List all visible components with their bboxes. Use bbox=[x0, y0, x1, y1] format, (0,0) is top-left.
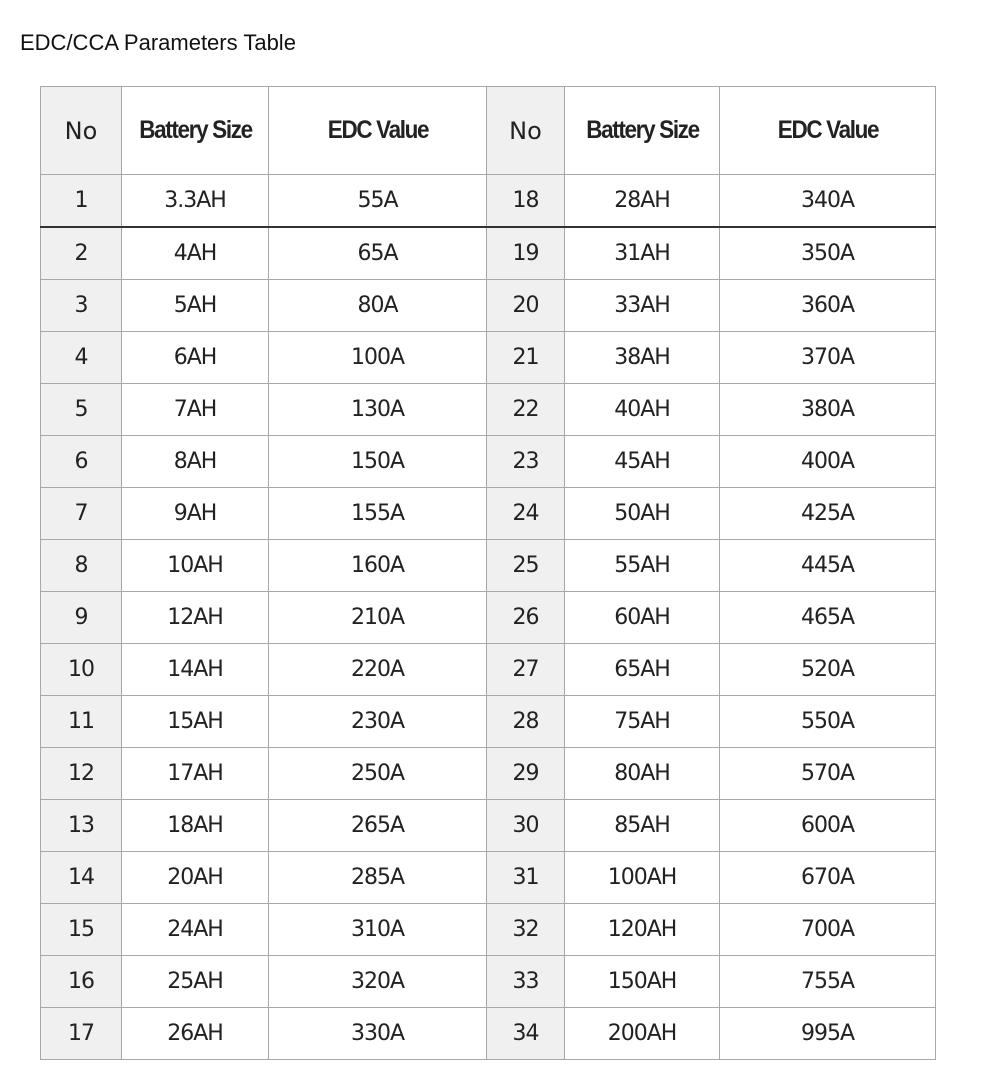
table-row bbox=[41, 280, 936, 332]
battery-size-cell: 15AH bbox=[122, 696, 269, 748]
edc-value-cell: 230A bbox=[269, 696, 487, 748]
no-cell: 11 bbox=[41, 696, 122, 748]
edc-value-cell: 425A bbox=[720, 488, 936, 540]
battery-size-cell: 8AH bbox=[122, 436, 269, 488]
edc-value-cell: 520A bbox=[720, 644, 936, 696]
battery-size-cell: 17AH bbox=[122, 748, 269, 800]
edc-value-cell: 220A bbox=[269, 644, 487, 696]
no-cell: 32 bbox=[487, 904, 565, 956]
no-cell: 21 bbox=[487, 332, 565, 384]
edc-value-cell: 360A bbox=[720, 280, 936, 332]
table-row bbox=[41, 227, 936, 280]
battery-size-cell: 4AH bbox=[122, 227, 269, 280]
edc-value-cell: 310A bbox=[269, 904, 487, 956]
no-cell: 20 bbox=[487, 280, 565, 332]
edc-value-cell: 445A bbox=[720, 540, 936, 592]
no-cell: 5 bbox=[41, 384, 122, 436]
battery-size-cell: 25AH bbox=[122, 956, 269, 1008]
edc-value-cell: 465A bbox=[720, 592, 936, 644]
no-cell: 4 bbox=[41, 332, 122, 384]
edc-value-cell: 755A bbox=[720, 956, 936, 1008]
no-cell: 13 bbox=[41, 800, 122, 852]
battery-size-cell: 150AH bbox=[565, 956, 720, 1008]
no-cell: 15 bbox=[41, 904, 122, 956]
no-cell: 8 bbox=[41, 540, 122, 592]
edc-value-cell: 320A bbox=[269, 956, 487, 1008]
battery-size-cell: 40AH bbox=[565, 384, 720, 436]
no-cell: 12 bbox=[41, 748, 122, 800]
no-cell: 6 bbox=[41, 436, 122, 488]
no-cell: 34 bbox=[487, 1008, 565, 1060]
edc-value-cell: 700A bbox=[720, 904, 936, 956]
no-cell: 28 bbox=[487, 696, 565, 748]
edc-value-cell: 330A bbox=[269, 1008, 487, 1060]
battery-size-cell: 75AH bbox=[565, 696, 720, 748]
no-cell: 22 bbox=[487, 384, 565, 436]
no-cell: 25 bbox=[487, 540, 565, 592]
battery-size-cell: 14AH bbox=[122, 644, 269, 696]
battery-size-cell: 55AH bbox=[565, 540, 720, 592]
table-row bbox=[41, 956, 936, 1008]
battery-size-cell: 3.3AH bbox=[122, 175, 269, 228]
battery-size-cell: 33AH bbox=[565, 280, 720, 332]
table-row bbox=[41, 696, 936, 748]
edc-value-cell: 570A bbox=[720, 748, 936, 800]
edc-value-cell: 340A bbox=[720, 175, 936, 228]
table-row bbox=[41, 488, 936, 540]
edc-value-cell: 155A bbox=[269, 488, 487, 540]
battery-size-cell: 100AH bbox=[565, 852, 720, 904]
table-row bbox=[41, 800, 936, 852]
no-cell: 7 bbox=[41, 488, 122, 540]
no-cell: 29 bbox=[487, 748, 565, 800]
battery-size-cell: 26AH bbox=[122, 1008, 269, 1060]
no-cell: 14 bbox=[41, 852, 122, 904]
header-edc-value: EDC Value bbox=[279, 87, 475, 175]
battery-size-cell: 200AH bbox=[565, 1008, 720, 1060]
table-row bbox=[41, 644, 936, 696]
edc-value-cell: 600A bbox=[720, 800, 936, 852]
edc-value-cell: 150A bbox=[269, 436, 487, 488]
page-title: EDC/CCA Parameters Table bbox=[20, 30, 296, 55]
table-row bbox=[41, 1008, 936, 1060]
no-cell: 31 bbox=[487, 852, 565, 904]
no-cell: 9 bbox=[41, 592, 122, 644]
table-row bbox=[41, 852, 936, 904]
battery-size-cell: 18AH bbox=[122, 800, 269, 852]
header-row bbox=[41, 87, 936, 175]
edc-value-cell: 285A bbox=[269, 852, 487, 904]
no-cell: 27 bbox=[487, 644, 565, 696]
table-row bbox=[41, 384, 936, 436]
edc-value-cell: 130A bbox=[269, 384, 487, 436]
table-row bbox=[41, 540, 936, 592]
battery-size-cell: 10AH bbox=[122, 540, 269, 592]
no-cell: 17 bbox=[41, 1008, 122, 1060]
no-cell: 19 bbox=[487, 227, 565, 280]
edc-value-cell: 380A bbox=[720, 384, 936, 436]
no-cell: 24 bbox=[487, 488, 565, 540]
table-row bbox=[41, 592, 936, 644]
battery-size-cell: 45AH bbox=[565, 436, 720, 488]
battery-size-cell: 120AH bbox=[565, 904, 720, 956]
edc-value-cell: 370A bbox=[720, 332, 936, 384]
battery-size-cell: 7AH bbox=[122, 384, 269, 436]
edc-value-cell: 55A bbox=[269, 175, 487, 228]
edc-value-cell: 350A bbox=[720, 227, 936, 280]
battery-size-cell: 12AH bbox=[122, 592, 269, 644]
edc-value-cell: 400A bbox=[720, 436, 936, 488]
no-cell: 33 bbox=[487, 956, 565, 1008]
header-edc-value: EDC Value bbox=[730, 87, 924, 175]
edc-parameters-table bbox=[40, 86, 936, 1060]
no-cell: 2 bbox=[41, 227, 122, 280]
battery-size-cell: 85AH bbox=[565, 800, 720, 852]
table-row bbox=[41, 436, 936, 488]
edc-value-cell: 995A bbox=[720, 1008, 936, 1060]
battery-size-cell: 28AH bbox=[565, 175, 720, 228]
edc-value-cell: 65A bbox=[269, 227, 487, 280]
battery-size-cell: 20AH bbox=[122, 852, 269, 904]
edc-value-cell: 250A bbox=[269, 748, 487, 800]
edc-value-cell: 210A bbox=[269, 592, 487, 644]
header-no: No bbox=[487, 87, 565, 175]
battery-size-cell: 50AH bbox=[565, 488, 720, 540]
battery-size-cell: 24AH bbox=[122, 904, 269, 956]
battery-size-cell: 9AH bbox=[122, 488, 269, 540]
battery-size-cell: 5AH bbox=[122, 280, 269, 332]
no-cell: 30 bbox=[487, 800, 565, 852]
edc-value-cell: 100A bbox=[269, 332, 487, 384]
battery-size-cell: 60AH bbox=[565, 592, 720, 644]
no-cell: 18 bbox=[487, 175, 565, 228]
no-cell: 23 bbox=[487, 436, 565, 488]
battery-size-cell: 38AH bbox=[565, 332, 720, 384]
battery-size-cell: 80AH bbox=[565, 748, 720, 800]
battery-size-cell: 65AH bbox=[565, 644, 720, 696]
no-cell: 3 bbox=[41, 280, 122, 332]
no-cell: 16 bbox=[41, 956, 122, 1008]
table-row bbox=[41, 175, 936, 228]
edc-value-cell: 670A bbox=[720, 852, 936, 904]
no-cell: 1 bbox=[41, 175, 122, 228]
edc-value-cell: 80A bbox=[269, 280, 487, 332]
battery-size-cell: 6AH bbox=[122, 332, 269, 384]
header-battery-size: Battery Size bbox=[129, 87, 261, 175]
edc-value-cell: 265A bbox=[269, 800, 487, 852]
header-battery-size: Battery Size bbox=[572, 87, 712, 175]
table-row bbox=[41, 748, 936, 800]
no-cell: 26 bbox=[487, 592, 565, 644]
battery-size-cell: 31AH bbox=[565, 227, 720, 280]
table-row bbox=[41, 904, 936, 956]
table-row bbox=[41, 332, 936, 384]
edc-value-cell: 160A bbox=[269, 540, 487, 592]
header-no: No bbox=[41, 87, 122, 175]
edc-value-cell: 550A bbox=[720, 696, 936, 748]
no-cell: 10 bbox=[41, 644, 122, 696]
